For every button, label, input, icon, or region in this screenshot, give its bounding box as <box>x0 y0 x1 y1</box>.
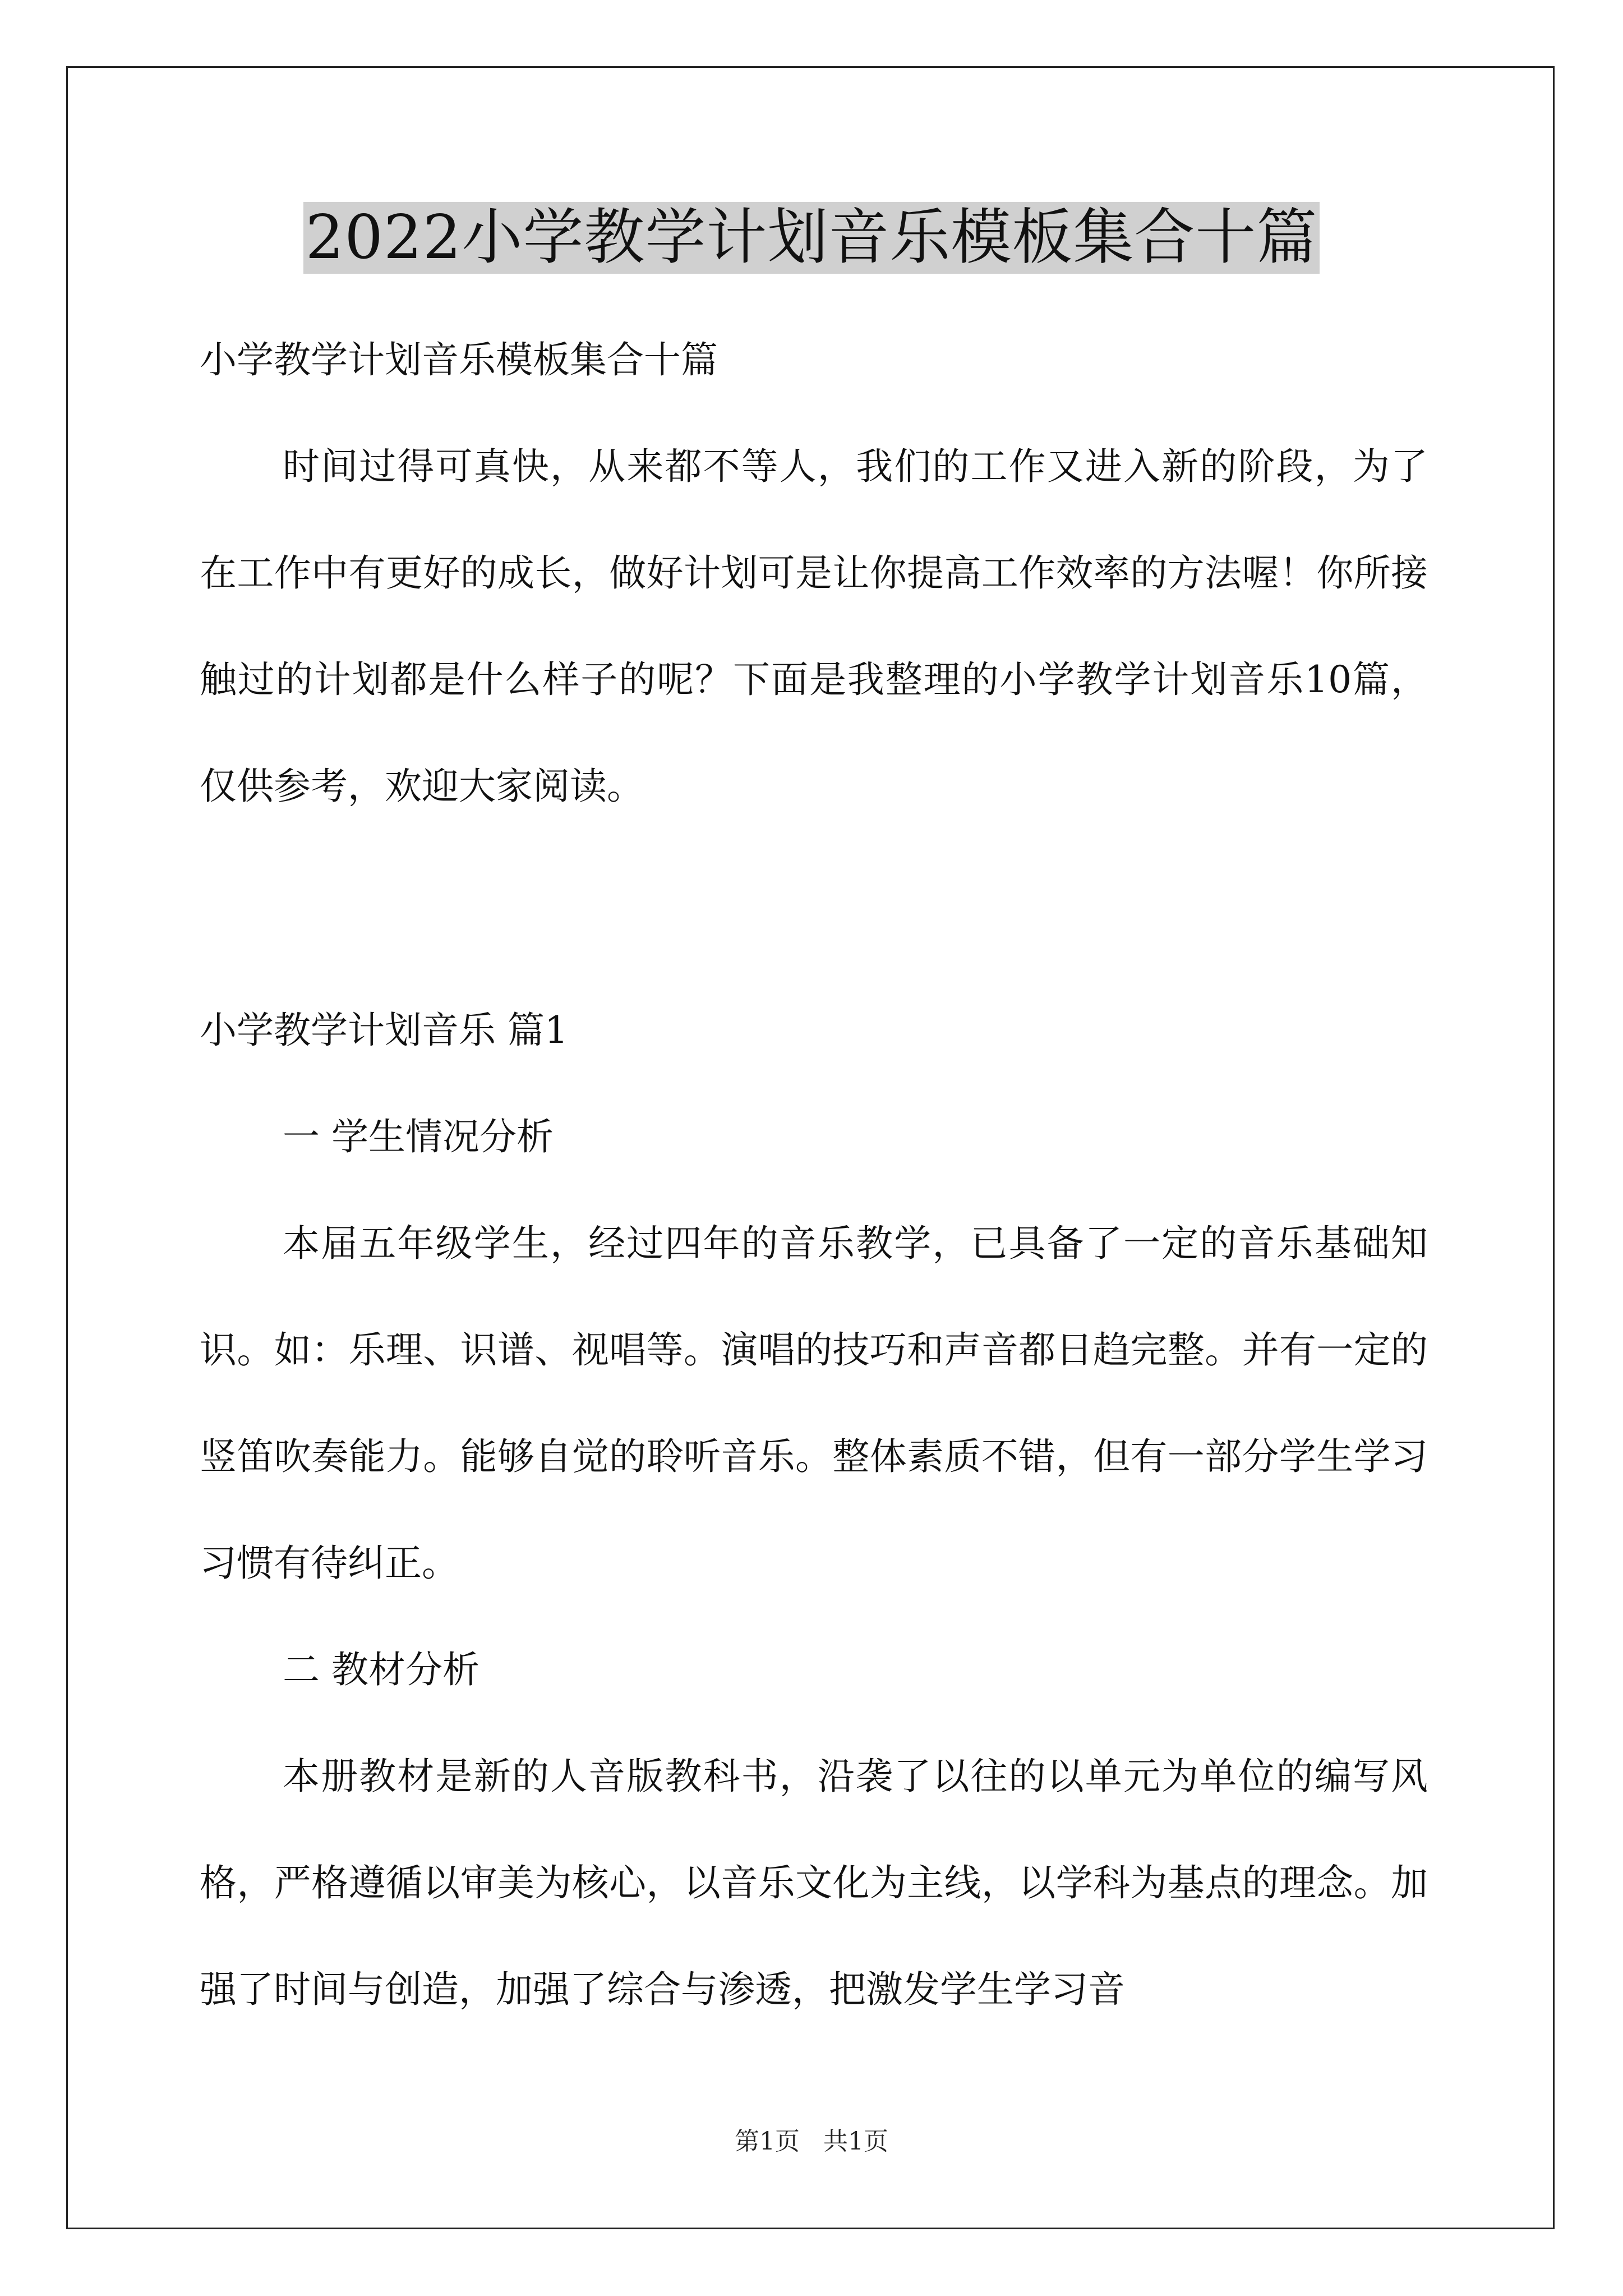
intro-paragraph: 时间过得可真快，从来都不等人，我们的工作又进入新的阶段，为了在工作中有更好的成长，做好计划可是让你提高工作效率的方法喔！你所接触过的计划都是什么样子的呢？下面是我整理的小学教学计划音乐10篇，仅供参考，欢迎大家阅读。 <box>200 445 1428 808</box>
document-title: 2022小学教学计划音乐模板集合十篇 <box>303 202 1320 274</box>
subsection-paragraph: 本册教材是新的人音版教科书，沿袭了以往的以单元为单位的编写风格，严格遵循以审美为核心，以音乐文化为主线，以学科为基点的理念。加强了时间与创造，加强了综合与渗透，把激发学生学习音 <box>200 1755 1428 2011</box>
subsection-paragraph: 本届五年级学生，经过四年的音乐教学，已具备了一定的音乐基础知识。如：乐理、识谱、视唱等。演唱的技巧和声音都日趋完整。并有一定的竖笛吹奏能力。能够自觉的聆听音乐。整体素质不错，但有一部分学生学习习惯有待纠正。 <box>200 1222 1428 1585</box>
subsection-heading: 二 教材分析 <box>283 1648 479 1691</box>
document-subtitle: 小学教学计划音乐模板集合十篇 <box>200 338 718 381</box>
document-body <box>200 303 1428 2043</box>
title-container <box>0 202 1623 274</box>
section-heading: 小学教学计划音乐 篇1 <box>200 1009 568 1052</box>
subsection-heading: 一 学生情况分析 <box>283 1115 554 1158</box>
page-number-footer: 第1页 共1页 <box>735 2127 888 2156</box>
